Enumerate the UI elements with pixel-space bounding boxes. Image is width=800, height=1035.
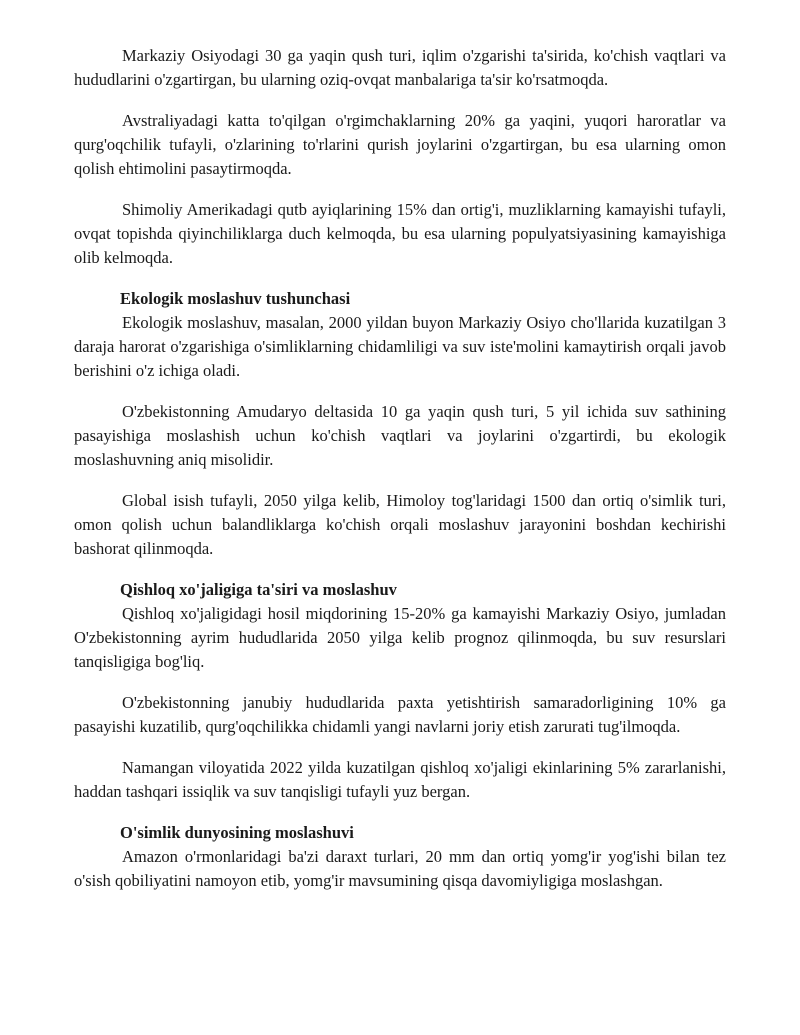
paragraph-amazon-trees: Amazon o'rmonlaridagi ba'zi daraxt turlari, 20 mm dan ortiq yomg'ir yog'ishi bilan tez o'sish qobiliyatini namoyon etib, yomg'ir mavsumining qisqa davomiyligiga moslashgan. (74, 847, 726, 890)
paragraph-spacer (74, 739, 726, 756)
section-heading-agriculture: Qishloq xo'jaligiga ta'siri va moslashuv (120, 580, 397, 599)
paragraph-spacer (74, 472, 726, 489)
document-page (74, 44, 726, 893)
paragraph-spacer (74, 561, 726, 578)
paragraph-cotton-efficiency: O'zbekistonning janubiy hududlarida paxta yetishtirish samaradorligining 10% ga pasayishi kuzatilib, qurg'oqchilikka chidamli yangi navlarni joriy etish zarurati tug'ilmoqda. (74, 693, 726, 736)
paragraph-amudarya-delta: O'zbekistonning Amudaryo deltasida 10 ga yaqin qush turi, 5 yil ichida suv sathining pasayishiga moslashish uchun ko'chish vaqtlari va joylarini o'zgartirdi, bu ekologik moslashuvning aniq misolidir. (74, 402, 726, 469)
paragraph-spacer (74, 92, 726, 109)
paragraph-namangan-damage: Namangan viloyatida 2022 yilda kuzatilgan qishloq xo'jaligi ekinlarining 5% zararlanishi, haddan tashqari issiqlik va suv tanqisligi tufayli yuz bergan. (74, 758, 726, 801)
paragraph-crop-yield-decline: Qishloq xo'jaligidagi hosil miqdorining 15-20% ga kamayishi Markaziy Osiyo, jumladan O'zbekistonning ayrim hududlarida 2050 yilga kelib prognoz qilinmoqda, bu suv resurslari tanqisligiga bog'liq. (74, 604, 726, 671)
section-heading-ecological-adaptation: Ekologik moslashuv tushunchasi (120, 289, 351, 308)
paragraph-himalaya-plants: Global isish tufayli, 2050 yilga kelib, Himoloy tog'laridagi 1500 dan ortiq o'simlik turi, omon qolish uchun balandliklarga ko'chish orqali moslashuv jarayonini boshdan kechirishi bashorat qilinmoqda. (74, 491, 726, 558)
paragraph-spacer (74, 804, 726, 821)
paragraph-spacer (74, 270, 726, 287)
paragraph-spacer (74, 383, 726, 400)
paragraph-spacer (74, 181, 726, 198)
section-heading-plant-adaptation: O'simlik dunyosining moslashuvi (120, 823, 354, 842)
paragraph-australian-spiders: Avstraliyadagi katta to'qilgan o'rgimchaklarning 20% ga yaqini, yuqori haroratlar va qurg'oqchilik tufayli, o'zlarining to'rlarini qurish joylarini o'zgartirgan, bu esa ularning omon qolish ehtimolini pasaytirmoqda. (74, 111, 726, 178)
paragraph-polar-bears: Shimoliy Amerikadagi qutb ayiqlarining 15% dan ortig'i, muzliklarning kamayishi tufayli, ovqat topishda qiyinchiliklarga duch kelmoqda, bu esa ularning populyatsiyasining kamayishiga olib kelmoqda. (74, 200, 726, 267)
paragraph-spacer (74, 674, 726, 691)
paragraph-ecological-adaptation-definition: Ekologik moslashuv, masalan, 2000 yildan buyon Markaziy Osiyo cho'llarida kuzatilgan 3 daraja harorat o'zgarishiga o'simliklarning chidamliligi va suv iste'molini kamaytirish orqali javob berishini o'z ichiga oladi. (74, 313, 726, 380)
paragraph-birds-central-asia: Markaziy Osiyodagi 30 ga yaqin qush turi, iqlim o'zgarishi ta'sirida, ko'chish vaqtlari va hududlarini o'zgartirgan, bu ularning oziq-ovqat manbalariga ta'sir ko'rsatmoqda. (74, 46, 726, 89)
